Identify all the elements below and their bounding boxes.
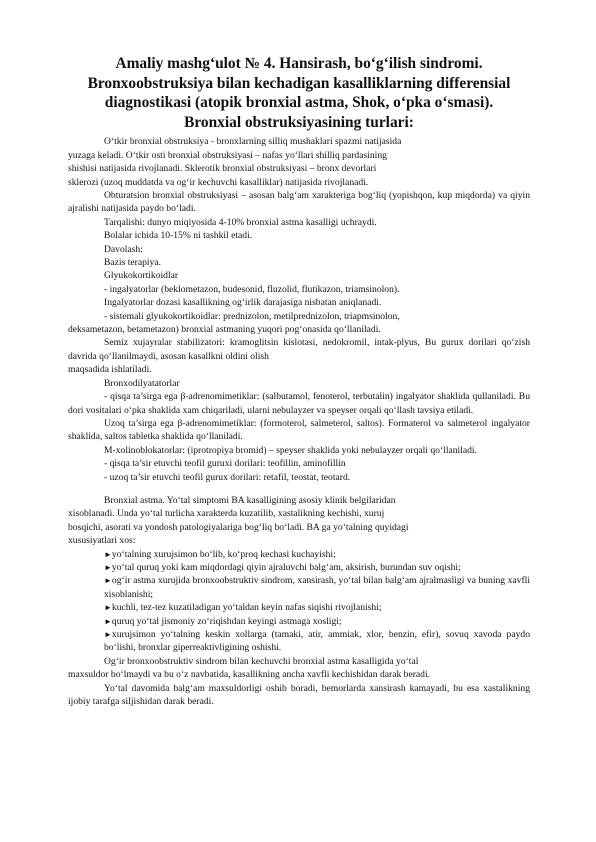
paragraph: Bolalar ichida 10-15% ni tashkil etadi. <box>104 230 253 242</box>
paragraph: M-xolinoblokatorlar: (iprotropiya bromid) – speyser shaklida yoki nebulayzer orqali qo‘llaniladi. <box>104 444 477 456</box>
list-item: ►kuchli, tez-tez kuzatiladigan yo‘taldan keyin nafas siqishi rivojlanishi; <box>104 602 382 614</box>
list-item: ►xurujsimon yo‘talning keskin xollarga (tamaki, atir, ammiak, xlor, benzin, efir), sovuq xavoda paydo bo‘lishi, bronxlar giperreaktivligining oshishi. <box>104 629 530 654</box>
list-item: ►og‘ir astma xurujida bronxoobstruktiv sindrom, xansirash, yo‘tal bilan balg‘am ajralmasligi va buning xavfli xisoblanishi; <box>104 575 530 600</box>
bullet-arrow-icon: ► <box>104 630 112 639</box>
bullet-arrow-icon: ► <box>104 549 112 559</box>
paragraph: Bronxodilyatatorlar <box>104 377 180 389</box>
paragraph: Bronxial astma. Yo‘tal simptomi BA kasalligining asosiy klinik belgilaridan <box>104 494 396 506</box>
title-line-3: diagnostikasi (atopik bronxial astma, Shok, o‘pka o‘smasi). <box>104 94 494 112</box>
paragraph: - ingalyatorlar (beklometazon, budesonid, fluzolid, flutikazon, triamsinolon). <box>104 283 400 295</box>
paragraph: - qisqa ta’sir etuvchi teofil guruxi dorilari: teofillin, aminofillin <box>104 458 346 470</box>
paragraph: Obturatsion bronxial obstruksiyasi – asosan balg‘am xarakteriga bog‘liq (yopishqon, kup miqdorda) va qiyin ajralishi natijasida paydo bo‘ladi. <box>68 190 530 215</box>
list-item: ►yo‘tal quruq yoki kam miqdordagi qiyin ajraluvchi balg‘am, aksirish, burundan suv oqishi; <box>104 561 461 573</box>
spacer <box>68 484 530 494</box>
document-body <box>68 135 530 708</box>
paragraph: Og‘ir bronxoobstruktiv sindrom bilan kechuvchi bronxial astma kasalligida yo‘tal <box>104 655 419 667</box>
title-line-4: Bronxial obstruksiyasining turlari: <box>184 113 414 131</box>
paragraph: maxsuldor bo‘lmaydi va bu o‘z navbatida, kasallikning ancha xavfli kechishidan darak beradi. <box>68 669 431 681</box>
paragraph: O‘tkir bronxial obstruksiya - bronxlarning silliq mushaklari spazmi natijasida <box>104 136 402 148</box>
paragraph: Bazis terapiya. <box>104 257 162 269</box>
bullet-arrow-icon: ► <box>104 603 112 613</box>
symptom-list <box>68 548 530 655</box>
paragraph: - uzoq ta’sir etuvchi teofil gurux dorilari: retafil, teostat, teotard. <box>104 471 351 483</box>
bullet-arrow-icon: ► <box>104 616 112 626</box>
paragraph: xususiyatlari xos: <box>68 535 136 547</box>
title-line-2: Bronxoobstruksiya bilan kechadigan kasalliklarning differensial <box>87 74 511 92</box>
paragraph: Tarqalishi: dunyo miqiyosida 4-10% bronxial astma kasalligi uchraydi. <box>104 216 377 228</box>
bullet-arrow-icon: ► <box>104 562 112 572</box>
document-page <box>68 54 530 708</box>
list-item: ►quruq yo‘tal jismoniy zo‘riqishdan keyingi astmaga xosligi; <box>104 615 342 627</box>
paragraph: Semiz xujayralar stabilizatori: kramoglitsin kislotasi, nedokromil, intak-plyus, Bu gurux dorilari qo‘zish davrida qo‘llanilmaydi, asosan kasallkni oldini olish <box>68 337 530 362</box>
paragraph: - sistemali glyukokortikoidlar: prednizolon, metilprednizolon, triapmsinolon, <box>104 310 400 322</box>
paragraph: Yo‘tal davomida balg‘am maxsuldorligi oshib boradi, bemorlarda xansirash kamayadi, bu esa xastalikning ijobiy tarafga siljishidan darak beradi. <box>68 682 530 708</box>
list-item: ►yo‘talning xurujsimon bo‘lib, ko‘proq kechasi kuchayishi; <box>104 548 336 560</box>
paragraph: Glyukokortikoidlar <box>104 270 179 282</box>
title-line-1: Amaliy mashg‘ulot № 4. Hansirash, bo‘g‘ilish sindromi. <box>115 55 483 72</box>
paragraph: sklerozi (uzoq muddatda va og‘ir kechuvchi kasalliklar) natijasida rivojlanadi. <box>68 176 369 188</box>
paragraph: maqsadida ishlatiladi. <box>68 364 152 376</box>
paragraph: yuzaga keladi. O‘tkir osti bronxial obstruksiyasi – nafas yo‘llari shilliq pardasining <box>68 149 387 161</box>
paragraph: xisoblanadi. Unda yo‘tal turlicha xarakterda kuzatilib, xastalikning kechishi, xuruj <box>68 508 385 520</box>
paragraph: Davolash: <box>104 243 143 255</box>
paragraph: Ingalyatorlar dozasi kasallikning og‘irlik darajasiga nisbatan aniqlanadi. <box>104 297 382 309</box>
paragraph: Uzoq ta’sirga ega β-adrenomimetiklar: (formoterol, salmeterol, saltos). Formaterol va salmeterol ingalyator shaklida, saltos tabletka shaklida qo‘llaniladi. <box>68 417 530 443</box>
paragraph: shishisi natijasida rivojlanadi. Sklerotik bronxial obstruksiyasi – bronx devorlari <box>68 163 377 175</box>
document-title <box>68 54 530 132</box>
paragraph: - qisqa ta’sirga ega β-adrenomimetiklar: (salbutamol, fenoterol, terbutalin) ingalyator shaklida qullaniladi. Bu dori vositalari o‘pka shaklida xam chiqariladi, ularni nebulayzer va speyser orqali qo‘llash tavsiya etiladi. <box>68 391 530 416</box>
bullet-arrow-icon: ► <box>104 576 112 586</box>
paragraph: bosqichi, asorati va yondosh patologiyalariga bog‘liq bo‘ladi. BA ga yo‘talning quyidagi <box>68 521 409 533</box>
paragraph: deksametazon, betametazon) bronxial astmaning yuqori pog‘onasida qo‘llaniladi. <box>68 324 381 336</box>
